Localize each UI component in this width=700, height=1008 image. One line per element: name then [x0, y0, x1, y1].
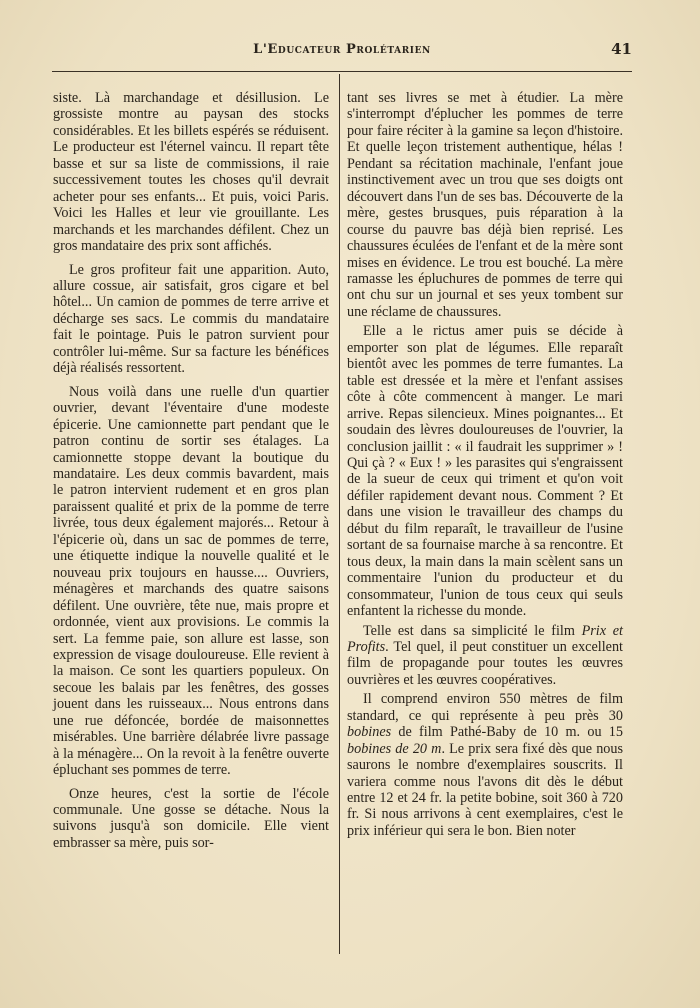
paragraph [347, 623, 623, 689]
text-run: . Le prix sera fixé dès que nous saurons le nombre d'exemplaires souscrits. Il variera comme nous l'avons dit dès le début entre 12 et 24 fr. la petite bobine, soit 360 à 720 fr. Si nous arrivons à cent exemplaires, c'est le prix inférieur qui sera le bon. Bien noter [347, 740, 623, 839]
page-number: 41 [611, 40, 632, 58]
text-run: . Tel quel, il peut constituer un excellent film de propagande pour toutes les œuvres ouvrières et les œuvres coopératives. [347, 638, 623, 688]
paragraph: Nous voilà dans une ruelle d'un quartier ouvrier, devant l'éventaire d'une modeste épicerie. Une camionnette part pendant que le patron continu de sortir ses étalages. La camionnette stoppe devant la boutique du mandataire. Les deux commis bavardent, mais le patron intervient rudement et en gros plan paraissent qualité et prix de la pomme de terre livrée, tous deux également majorés... Retour à l'épicerie où, dans un sac de pommes de terre, une étiquette indique la nouvelle qualité et le nouveau prix toujours en hausse.... Ouvriers, ménagères et marchands des quatre saisons défilent. Une ouvrière, tête nue, mais propre et ordonnée, vient aux provisions. Le commis la sert. La femme paie, son allure est lasse, son expression de visage douloureuse. Elle revient à la maison. Ce sont les quartiers populeux. On secoue les balais par les fenêtres, des gosses jouent dans les ruisseaux... Nous entrons dans une rue défoncée, bordée de maisonnettes misérables. Une barrière délabrée livre passage à la ménagère... On la revoit à la fenêtre ouverte épluchant ses pommes de terre. [53, 383, 329, 779]
left-column [53, 90, 329, 858]
right-column [347, 90, 623, 846]
paragraph: Le gros profiteur fait une apparition. Auto, allure cossue, air satisfait, gros cigare et bel hôtel... Un camion de pommes de terre arrive et décharge ses sacs. Le commis du mandataire fait le pointage. Puis le patron survient pour contrôler lui-même. Sur sa facture les bénéfices déjà réalisés ressortent. [53, 261, 329, 377]
paragraph: siste. Là marchandage et désillusion. Le grossiste montre au paysan des stocks considérables. Et les billets espérés se réduisent. Le producteur est l'éternel vaincu. Il repart tête basse et sur sa liste de commissions, il raie successivement toutes les choses qu'il devrait acheter pour ses enfants... Et puis, voici Paris. Voici les Halles et leur vie grouillante. Les marchands et les marchandes défilent. Chez un gros mandataire des prix sont affichés. [53, 90, 329, 255]
italic-term: bobines de 20 m [347, 740, 442, 757]
text-run: de film Pathé-Baby de 10 m. ou 15 [391, 724, 623, 741]
page-header [52, 40, 632, 62]
text-run: Telle est dans sa simplicité le film [363, 622, 582, 639]
film-title: Prix et Profits [347, 622, 623, 655]
running-title: L'Educateur Prolétarien [253, 42, 431, 57]
paragraph: Elle a le rictus amer puis se décide à emporter son plat de légumes. Elle reparaît bientôt avec les pommes de terre fumantes. La table est dressée et la mère et l'enfant assises côte à côte commencent à manger. Le mari arrive. Repas silencieux. Mines poignantes... Et soudain des lèvres douloureuses de l'ouvrier, la conclusion jaillit : « il faudrait les supprimer » ! Qui çà ? « Eux ! » les parasites qui s'engraissent de la sueur de ceux qui triment et qu'on voit défiler rapidement devant nous. Comment ? Et dans une vision le travailleur des champs du début du film reparaît, le travailleur de l'usine sortant de sa fournaise marche à sa rencontre. Et tous deux, la main dans la main scèlent sans un commentaire l'union du producteur et du consommateur, l'union de tous ceux qui seuls enfantent la richesse du monde. [347, 323, 623, 620]
header-rule [52, 71, 632, 72]
column-divider [339, 74, 340, 954]
italic-term: bobines [347, 724, 392, 741]
paragraph: tant ses livres se met à étudier. La mère s'interrompt d'éplucher les pommes de terre pour faire réciter à la gamine sa leçon d'histoire. Et quelle leçon tristement authentique, hélas ! Pendant sa récitation machinale, l'enfant joue instinctivement avec un trou que ses doigts ont découvert dans l'un de ses bas. Découverte de la mère, gestes brusques, puis réparation à la course du pauvre bas déjà bien reprisé. Les chaussures éculées de l'enfant et de la mère sont mises en évidence. Le trou est bouché. La mère ramasse les épluchures de pommes de terre qui ont chu sur un journal et ses yeux tombent sur une réclame de chaussures. [347, 90, 623, 320]
paragraph: Onze heures, c'est la sortie de l'école communale. Une gosse se détache. Nous la suivons jusqu'à son domicile. Elle vient embrasser sa mère, puis sor- [53, 785, 329, 851]
paragraph [347, 691, 623, 839]
text-run: Il comprend environ 550 mètres de film standard, ce qui représente à peu près 30 [347, 691, 623, 724]
